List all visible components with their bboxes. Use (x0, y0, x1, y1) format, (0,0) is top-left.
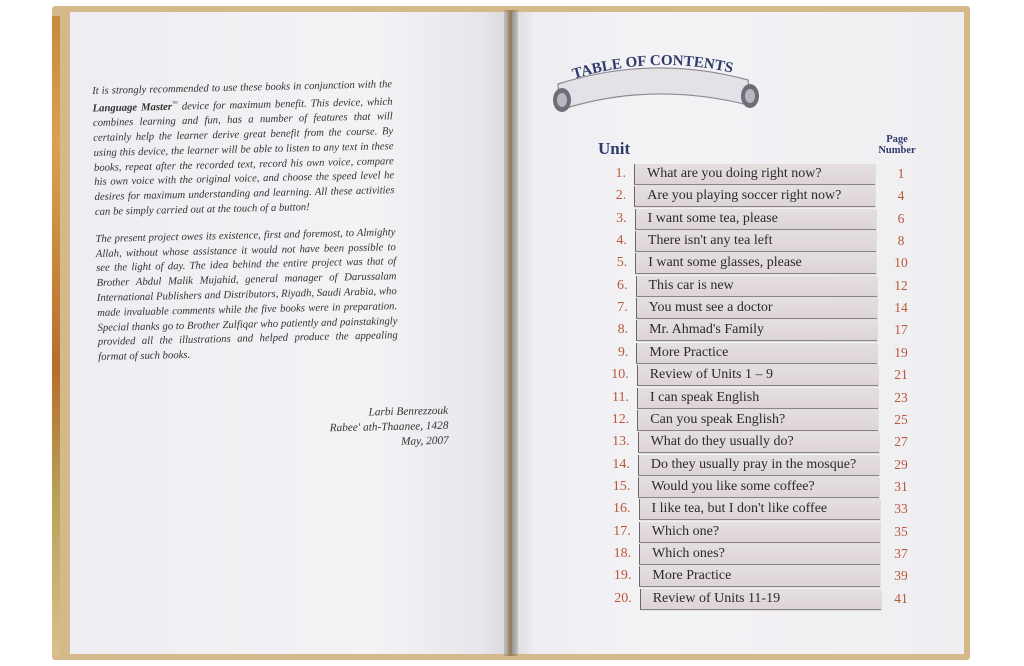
toc-entry (605, 544, 925, 564)
toc-unit-number: 17. (613, 523, 631, 539)
toc-entry (603, 410, 923, 430)
toc-page-number: 4 (897, 188, 905, 204)
toc-entry (606, 589, 926, 609)
toc-unit-number: 2. (615, 188, 627, 204)
toc-page-number: 21 (894, 367, 908, 383)
toc-title-box (639, 566, 880, 587)
banner-scroll-right-inner (745, 89, 755, 103)
toc-unit-number: 1. (615, 166, 626, 181)
toc-unit-title: I want some tea, please (647, 210, 778, 226)
toc-unit-number: 6. (617, 277, 628, 293)
toc-unit-title: I can speak English (650, 389, 760, 405)
toc-unit-title: Are you playing soccer right now? (647, 188, 842, 204)
author-name: Larbi Benrezzouk (368, 404, 449, 419)
toc-page-number: 8 (897, 233, 905, 249)
toc-entry (601, 209, 921, 229)
toc-page-number: 39 (894, 568, 908, 584)
page-header-line-2: Number (878, 145, 916, 156)
toc-unit-title: I want some glasses, please (648, 255, 802, 271)
toc-unit-title: Which ones? (652, 545, 725, 561)
banner-title: TABLE OF CONTENTS (570, 52, 735, 83)
toc-page-number: 37 (894, 545, 908, 561)
toc-entry (602, 320, 922, 340)
gregorian-date: May, 2007 (400, 434, 449, 448)
toc-unit-title: Mr. Ahmad's Family (649, 322, 765, 338)
toc-entry (601, 231, 921, 251)
toc-unit-number: 7. (617, 300, 628, 316)
toc-entry (601, 253, 921, 273)
signature-block (248, 404, 449, 453)
toc-page-number: 29 (894, 456, 908, 472)
toc-title-box (634, 186, 875, 207)
toc-unit-number: 8. (617, 322, 629, 338)
left-page-text (92, 77, 399, 377)
toc-page-number: 6 (897, 210, 905, 226)
toc-unit-title: More Practice (649, 344, 729, 360)
toc-entry (604, 432, 924, 452)
toc-title-box (638, 432, 879, 453)
toc-page-number: 23 (894, 389, 908, 405)
toc-title-box (635, 253, 876, 274)
table-of-contents-banner (548, 50, 762, 118)
toc-unit-title: Which one? (651, 523, 720, 539)
toc-unit-number: 11. (612, 389, 629, 405)
toc-unit-title: Would you like some coffee? (651, 478, 815, 494)
toc-unit-title: Review of Units 1 – 9 (649, 367, 773, 383)
toc-unit-number: 4. (616, 233, 627, 249)
toc-unit-number: 3. (616, 210, 627, 226)
toc-title-box (638, 477, 879, 498)
toc-entry (603, 388, 923, 408)
toc-unit-number: 9. (617, 344, 629, 360)
toc-title-box (636, 343, 877, 364)
toc-unit-title: Can you speak English? (650, 411, 786, 427)
toc-title-box (637, 388, 878, 409)
cover-edge (52, 16, 60, 656)
paragraph-1-end: device for maximum benefit. This device, which combines learning and fun, has a number of features that will certainly help the learner derive great benefit from the course. By using this device, the learner will be able to listen to any text in these books, repeat after the recorded text, record his own voice, compare his own voice with the original voice, and choose the speed level he desires for maximum understanding and learning. All these activities can be simply carried out at the touch of a button! (92, 95, 395, 218)
toc-unit-title: What are you doing right now? (647, 166, 822, 181)
toc-unit-title: This car is new (648, 277, 734, 293)
toc-page-number: 35 (894, 523, 908, 539)
toc-title-box (638, 455, 879, 476)
toc-unit-number: 5. (616, 255, 628, 271)
toc-title-box (639, 522, 880, 543)
toc-page-number: 31 (894, 478, 908, 494)
book-gutter (504, 10, 518, 656)
toc-entry (603, 365, 923, 385)
toc-page-number: 19 (894, 344, 908, 360)
toc-page-number: 25 (894, 411, 908, 427)
toc-unit-title: What do they usually do? (650, 434, 794, 450)
paragraph-language-master (92, 77, 395, 220)
toc-entry (605, 522, 925, 542)
toc-unit-number: 19. (613, 568, 632, 584)
toc-unit-title: Do they usually pray in the mosque? (650, 456, 857, 472)
toc-page-number: 33 (894, 501, 908, 517)
trademark-symbol: ™ (171, 100, 178, 107)
toc-title-box (636, 298, 877, 319)
toc-page-number: 1 (897, 166, 905, 181)
toc-entry (602, 298, 922, 318)
toc-unit-number: 15. (612, 478, 631, 494)
toc-unit-title: There isn't any tea left (647, 233, 773, 249)
toc-title-box (639, 499, 880, 520)
unit-column-header: Unit (598, 139, 631, 158)
banner-scroll-left-inner (557, 93, 567, 107)
toc-page-number: 27 (894, 434, 908, 450)
toc-title-box (636, 320, 877, 341)
toc-unit-title: More Practice (652, 568, 732, 584)
toc-title-box (634, 164, 875, 185)
toc-page-number: 10 (894, 255, 908, 271)
toc-title-box (635, 209, 876, 230)
language-master-name: Language Master (92, 100, 173, 115)
toc-title-box (637, 410, 878, 431)
toc-page-number: 17 (894, 322, 908, 338)
paragraph-acknowledgements: The present project owes its existence, first and foremost, to Almighty Allah, without whose assistance it would not have been possible to see the light of day. The idea behind the entire project was that of Brother Abdul Malik Mujahid, general manager of Darussalam International Publishers and Distributors, Riyadh, Saudi Arabia, who made invaluable comments while the five books were in preparation. Special thanks go to Brother Zulfiqar who patiently and painstakingly provided all the illustrations and helped produce the appealing format of such books. (95, 225, 398, 364)
toc-entry (600, 164, 920, 184)
hijri-date: Rabee' ath-Thaanee, 1428 (329, 419, 449, 435)
toc-unit-number: 10. (611, 367, 629, 383)
toc-unit-number: 18. (613, 545, 632, 561)
toc-unit-number: 13. (612, 434, 630, 450)
toc-page-number: 41 (894, 590, 908, 606)
page-header-line-1: Page (886, 134, 908, 145)
toc-unit-number: 20. (614, 590, 632, 606)
toc-title-box (637, 365, 878, 386)
toc-entry (602, 343, 922, 363)
page-number-column-header (868, 134, 926, 156)
toc-entry (602, 276, 922, 296)
paragraph-1-start: It is strongly recommended to use these books in conjunction with the (92, 78, 393, 97)
toc-page-number: 12 (894, 277, 908, 293)
toc-entry (600, 186, 920, 206)
toc-entry (605, 566, 925, 586)
toc-title-box (635, 231, 876, 252)
toc-unit-number: 16. (613, 501, 631, 517)
toc-entry (604, 455, 924, 475)
toc-unit-title: I like tea, but I don't like coffee (651, 501, 828, 517)
toc-entry (604, 477, 924, 497)
toc-title-box (636, 276, 877, 297)
toc-title-box (639, 544, 880, 565)
toc-page-number: 14 (894, 300, 908, 316)
toc-unit-number: 14. (612, 456, 630, 472)
toc-unit-title: You must see a doctor (648, 300, 773, 316)
toc-entry (605, 499, 925, 519)
toc-title-box (640, 589, 881, 610)
toc-unit-number: 12. (611, 411, 630, 427)
toc-unit-title: Review of Units 11-19 (652, 590, 781, 606)
